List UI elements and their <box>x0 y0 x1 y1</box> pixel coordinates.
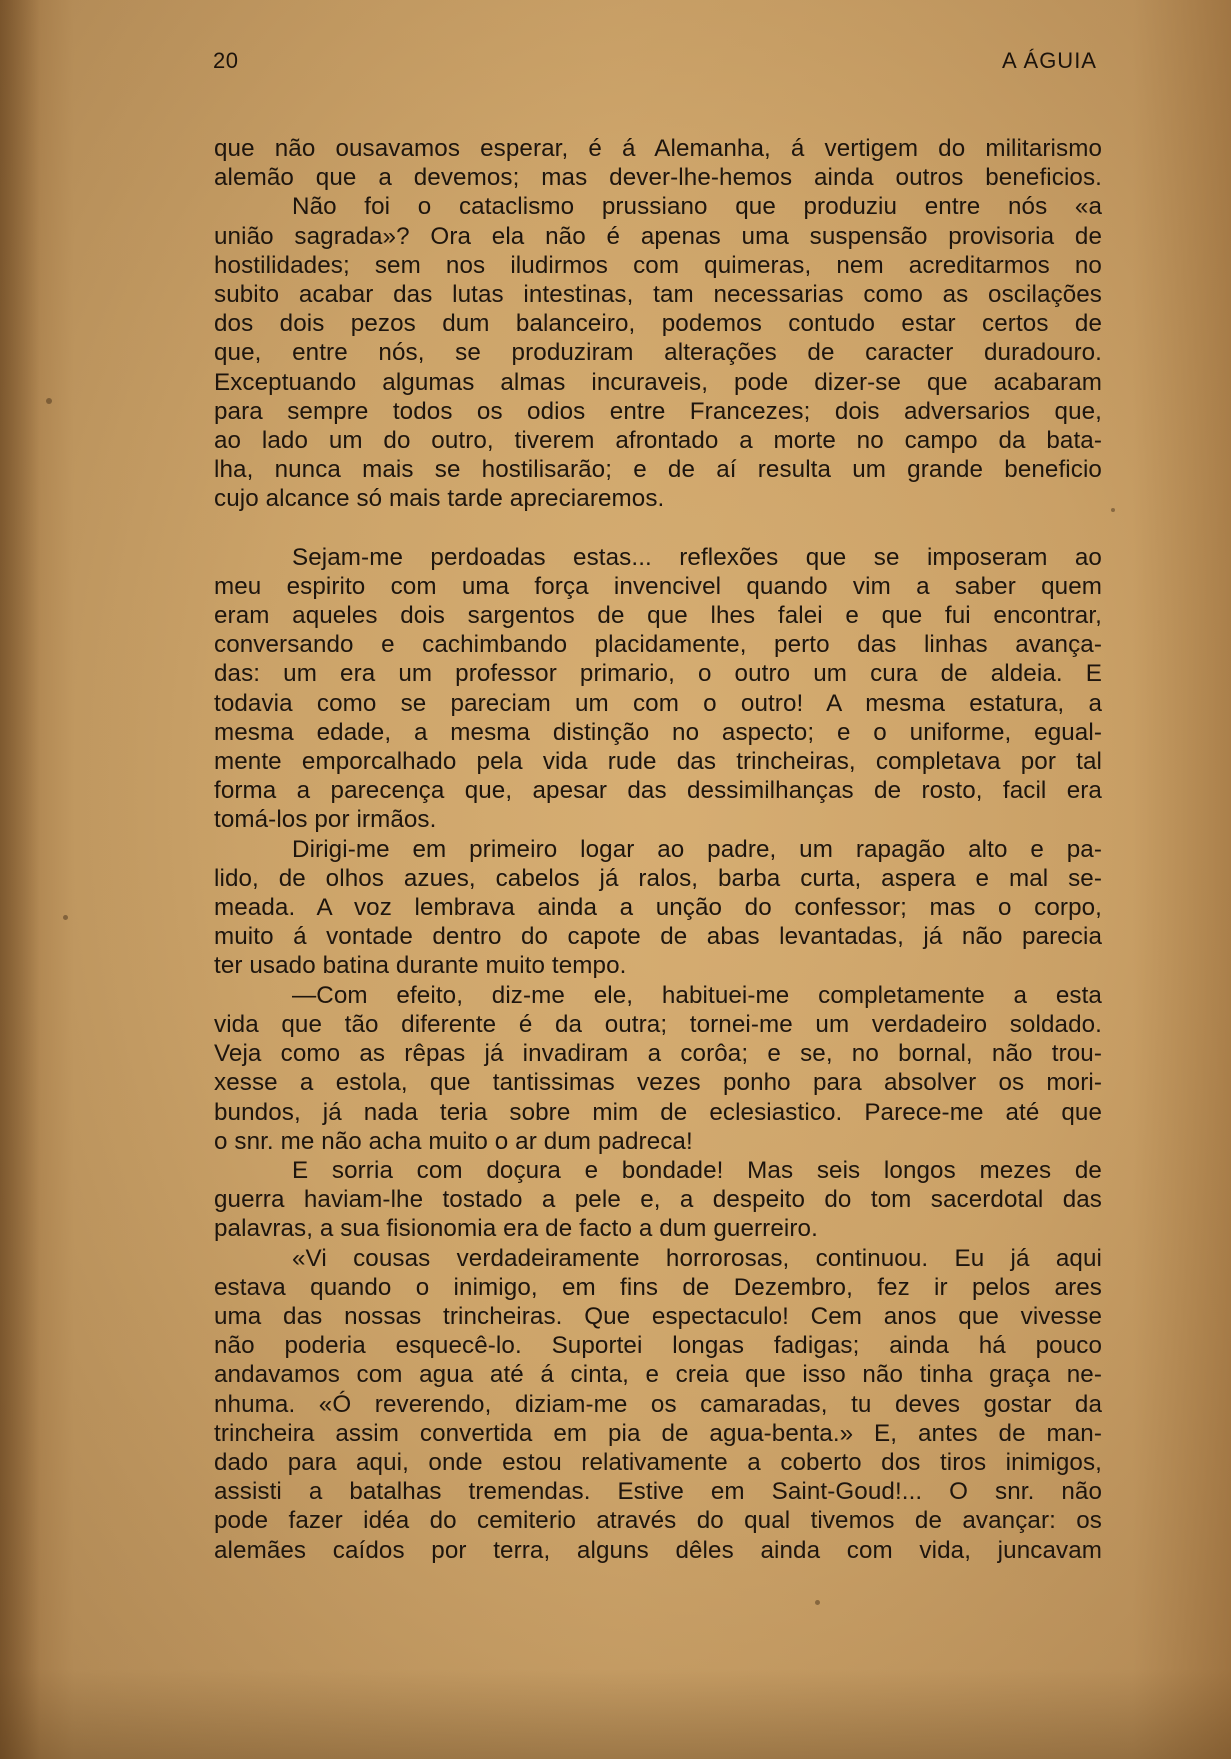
text-line: bundos, já nada teria sobre mim de eclesiastico. Parece-me até que <box>214 1098 1102 1126</box>
text-line: todavia como se pareciam um com o outro! A mesma estatura, a <box>214 689 1102 717</box>
text-line: das: um era um professor primario, o outro um cura de aldeia. E <box>214 660 1102 688</box>
text-line: nhuma. «Ó reverendo, diziam-me os camaradas, tu deves gostar da <box>214 1390 1102 1418</box>
text-line: que não ousavamos esperar, é á Alemanha, á vertigem do militarismo <box>214 135 1102 162</box>
text-line: estava quando o inimigo, em fins de Dezembro, fez ir pelos ares <box>214 1273 1102 1301</box>
body-text <box>214 134 1102 1565</box>
text-line: assisti a batalhas tremendas. Estive em Saint-Goud!... O snr. não <box>214 1478 1102 1506</box>
text-line: pode fazer idéa do cemiterio através do qual tivemos de avançar: os <box>214 1507 1102 1535</box>
text-line: não poderia esquecê-lo. Suportei longas fadigas; ainda há pouco <box>214 1332 1102 1360</box>
text-line: lido, de olhos azues, cabelos já ralos, barba curta, aspera e mal se- <box>214 864 1102 892</box>
paper-speck <box>46 398 52 404</box>
text-line: E sorria com doçura e bondade! Mas seis longos mezes de <box>292 1156 1102 1184</box>
text-line: meada. A voz lembrava ainda a unção do confessor; mas o corpo, <box>214 894 1102 922</box>
text-line: hostilidades; sem nos iludirmos com quimeras, nem acreditarmos no <box>214 251 1102 279</box>
text-line: lha, nunca mais se hostilisarão; e de aí resulta um grande beneficio <box>214 456 1102 484</box>
text-line: cujo alcance só mais tarde apreciaremos. <box>214 485 665 513</box>
page-header <box>213 48 1097 82</box>
text-line: que, entre nós, se produziram alterações de caracter duradouro. <box>214 339 1102 367</box>
text-line: alemão que a devemos; mas dever-lhe-hemos ainda outros beneficios. <box>214 164 1102 192</box>
text-line: subito acabar das lutas intestinas, tam necessarias como as oscilações <box>214 281 1102 309</box>
text-line: eram aqueles dois sargentos de que lhes falei e que fui encontrar, <box>214 602 1102 630</box>
text-line: união sagrada»? Ora ela não é apenas uma suspensão provisoria de <box>214 222 1102 250</box>
paper-speck <box>815 1600 820 1605</box>
text-line: andavamos com agua até á cinta, e creia que isso não tinha graça ne- <box>214 1361 1102 1389</box>
text-line: meu espirito com uma força invencivel quando vim a saber quem <box>214 572 1102 600</box>
paper-speck <box>1111 508 1115 512</box>
text-line: Veja como as rêpas já invadiram a corôa; e se, no bornal, não trou- <box>214 1040 1102 1068</box>
text-line: Exceptuando algumas almas incuraveis, pode dizer-se que acabaram <box>214 368 1102 396</box>
text-line: uma das nossas trincheiras. Que espectaculo! Cem anos que vivesse <box>214 1302 1102 1330</box>
text-line: xesse a estola, que tantissimas vezes ponho para absolver os mori- <box>214 1069 1102 1097</box>
text-line: palavras, a sua fisionomia era de facto a dum guerreiro. <box>214 1215 818 1243</box>
text-line: alemães caídos por terra, alguns dêles ainda com vida, juncavam <box>214 1536 1102 1564</box>
text-line: vida que tão diferente é da outra; tornei-me um verdadeiro soldado. <box>214 1010 1102 1038</box>
text-line: tomá-los por irmãos. <box>214 806 437 834</box>
page-number: 20 <box>213 48 239 73</box>
text-line: mesma edade, a mesma distinção no aspecto; e o uniforme, egual- <box>214 718 1102 746</box>
text-line: Não foi o cataclismo prussiano que produziu entre nós «a <box>292 193 1102 221</box>
text-line: Sejam-me perdoadas estas... reflexões que se imposeram ao <box>292 543 1102 571</box>
text-line: guerra haviam-lhe tostado a pele e, a despeito do tom sacerdotal das <box>214 1186 1102 1214</box>
text-line: o snr. me não acha muito o ar dum padreca! <box>214 1127 693 1155</box>
text-line: mente emporcalhado pela vida rude das trincheiras, completava por tal <box>214 748 1102 776</box>
running-head: A ÁGUIA <box>1001 48 1097 73</box>
text-line: Dirigi-me em primeiro logar ao padre, um rapagão alto e pa- <box>292 835 1102 863</box>
text-line: ter usado batina durante muito tempo. <box>214 952 627 980</box>
text-line: dos dois pezos dum balanceiro, podemos contudo estar certos de <box>214 310 1102 338</box>
text-line: ao lado um do outro, tiverem afrontado a morte no campo da bata- <box>214 427 1102 455</box>
text-line: —Com efeito, diz-me ele, habituei-me completamente a esta <box>292 981 1102 1009</box>
text-line: muito á vontade dentro do capote de abas levantadas, já não parecia <box>214 923 1102 951</box>
paper-speck <box>63 915 68 920</box>
text-line: forma a parecença que, apesar das dessimilhanças de rosto, facil era <box>214 777 1102 805</box>
text-line: para sempre todos os odios entre Francezes; dois adversarios que, <box>214 397 1102 425</box>
text-line: conversando e cachimbando placidamente, perto das linhas avança- <box>214 631 1102 659</box>
text-line: trincheira assim convertida em pia de agua-benta.» E, antes de man- <box>214 1419 1102 1447</box>
text-line: «Vi cousas verdadeiramente horrorosas, continuou. Eu já aqui <box>292 1244 1102 1272</box>
text-line: dado para aqui, onde estou relativamente a coberto dos tiros inimigos, <box>214 1448 1102 1476</box>
